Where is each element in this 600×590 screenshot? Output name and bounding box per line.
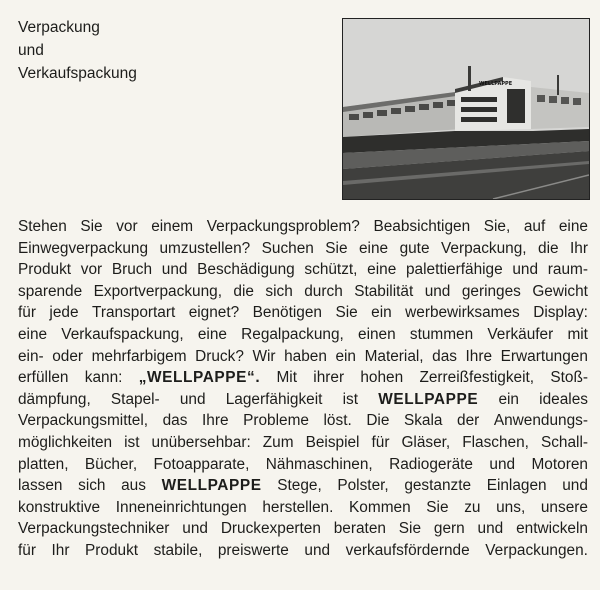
word: schützt, (304, 261, 358, 279)
word: Motoren (531, 455, 588, 473)
brand-word: „WELLPAPPE“. (138, 369, 261, 387)
word: das (432, 347, 457, 365)
word: platten, (18, 455, 69, 473)
word: Produkt (85, 541, 139, 559)
word: Die (366, 412, 390, 430)
word: für (18, 304, 36, 322)
word: Produkt (18, 261, 72, 279)
brand-word: WELLPAPPE (161, 477, 262, 495)
word: Verkaufspackung, (61, 325, 184, 343)
word: umzustellen? (159, 239, 251, 257)
word: und (489, 455, 516, 473)
word: ist (342, 390, 359, 408)
heading-line-2: und (18, 42, 44, 59)
word: dämpfung, (18, 390, 91, 408)
text-line (18, 475, 588, 497)
text-line (18, 324, 588, 346)
text-line (18, 367, 588, 389)
word: Fotoapparate, (153, 455, 250, 473)
word: Nähmaschinen, (265, 455, 373, 473)
word: durch (304, 282, 343, 300)
word: ideales (539, 390, 588, 408)
word: und (179, 390, 206, 408)
word: uns, (496, 498, 526, 516)
word: beraten (333, 520, 386, 538)
text-line (18, 518, 588, 540)
word: Beabsichtigen (373, 218, 471, 235)
word: werbewirksames (405, 304, 520, 322)
word: und (182, 520, 208, 538)
word: Sie, (483, 218, 511, 235)
word: Mit (276, 369, 298, 387)
word: Flaschen, (462, 433, 529, 451)
word: Sie (335, 304, 358, 322)
word: raum- (547, 261, 588, 279)
word: Inneneinrichtungen (115, 498, 247, 516)
word: Verpackungen. (485, 541, 588, 559)
word: Einlagen (486, 477, 547, 495)
word: sparende (18, 282, 83, 300)
word: Ihr (570, 239, 588, 257)
word: Druck? (195, 347, 244, 365)
word: aus (121, 477, 146, 495)
word: die (538, 239, 559, 257)
heading-line-3: Verkaufspackung (18, 65, 137, 82)
brand-word: WELLPAPPE (378, 390, 479, 408)
word: Verkäufer (487, 325, 554, 343)
word: lassen (18, 477, 63, 495)
word: Gewicht (532, 282, 588, 300)
word: haben (284, 347, 327, 365)
word: Beschädigung (197, 261, 295, 279)
word: verkaufsfördernde (345, 541, 470, 559)
word: und (424, 282, 451, 300)
word: eine (197, 325, 227, 343)
text-line (18, 454, 588, 476)
word: Stege, (277, 477, 322, 495)
word: gestanzte (404, 477, 472, 495)
word: Radiogeräte (389, 455, 473, 473)
word: gern (433, 520, 465, 538)
word: eine (367, 261, 397, 279)
word: stabile, (153, 541, 203, 559)
word: Gläser, (401, 433, 451, 451)
word: und (161, 261, 188, 279)
word: einem (151, 218, 194, 235)
word: Bücher, (84, 455, 138, 473)
word: Ihre (201, 412, 229, 430)
word: vor (116, 218, 138, 235)
text-line (18, 540, 588, 562)
word: Probleme (243, 412, 309, 430)
word: das (162, 412, 188, 430)
word: Erwartungen (500, 347, 588, 365)
text-line (18, 410, 588, 432)
word: ein (498, 390, 519, 408)
word: unübersehbar: (151, 433, 251, 451)
word: Lagerfähigkeit (225, 390, 323, 408)
word: die (233, 282, 254, 300)
word: eine (18, 325, 48, 343)
word: Exportverpackung, (93, 282, 222, 300)
word: Benötigen (252, 304, 322, 322)
word: ist (124, 433, 140, 451)
word: Suchen (261, 239, 314, 257)
word: Display: (533, 304, 588, 322)
word: Sie (426, 498, 449, 516)
word: ein (371, 304, 392, 322)
word: palettierfähige (405, 261, 503, 279)
word: ihrer (313, 369, 345, 387)
word: Regalpackung, (241, 325, 344, 343)
word: unsere (540, 498, 588, 516)
word: Einwegverpackung (18, 239, 149, 257)
word: für (371, 433, 390, 451)
word: Verpackung, (440, 239, 527, 257)
word: jede (49, 304, 79, 322)
word: auf (523, 218, 546, 235)
word: für (18, 541, 36, 559)
text-line (18, 346, 588, 368)
word: und (477, 520, 504, 538)
text-line (18, 259, 588, 281)
factory-photo (342, 18, 590, 200)
word: hohen (360, 369, 404, 387)
word: löst. (323, 412, 352, 430)
word: Zum (262, 433, 294, 451)
word: Verpackungsmittel, (18, 412, 149, 430)
heading (18, 16, 137, 85)
text-line (18, 302, 588, 324)
word: Schall- (540, 433, 588, 451)
word: sich (265, 282, 293, 300)
word: Kommen (349, 498, 411, 516)
word: Stapel- (110, 390, 160, 408)
word: vor (80, 261, 103, 279)
word: Sie (80, 218, 103, 235)
word: zu (464, 498, 481, 516)
word: ein- (18, 347, 44, 365)
body-paragraph (18, 216, 588, 562)
word: Stabilität (354, 282, 414, 300)
word: konstruktive (18, 498, 101, 516)
word: Transportart (91, 304, 176, 322)
word: möglichkeiten (18, 433, 113, 451)
word: Skala (403, 412, 443, 430)
word: Wir (252, 347, 276, 365)
word: Zerreißfestigkeit, (419, 369, 535, 387)
word: eignet? (188, 304, 240, 322)
word: und (512, 261, 539, 279)
factory-sign: WELLPAPPE (479, 81, 513, 87)
word: Verpackungstechniker (18, 520, 170, 538)
word: Material, (364, 347, 424, 365)
text-line (18, 238, 588, 260)
word: Sie (398, 520, 422, 538)
word: ein (335, 347, 356, 365)
word: entwickeln (516, 520, 588, 538)
word: und (304, 541, 331, 559)
word: gute (399, 239, 430, 257)
word: mehrfarbigem (91, 347, 187, 365)
word: und (562, 477, 588, 495)
word: Verpackungsproblem? (206, 218, 360, 235)
word: mit (567, 325, 588, 343)
word: oder (52, 347, 84, 365)
word: eine (359, 239, 389, 257)
text-line (18, 389, 588, 411)
word: Anwendungs- (493, 412, 588, 430)
word: stummen (409, 325, 474, 343)
word: kann: (84, 369, 123, 387)
word: geringes (461, 282, 521, 300)
word: Ihre (465, 347, 493, 365)
text-line (18, 432, 588, 454)
word: eine (558, 218, 588, 235)
word: einen (358, 325, 396, 343)
word: Stoß- (550, 369, 588, 387)
word: erfüllen (18, 369, 69, 387)
word: Stehen (18, 218, 67, 235)
word: Ihr (51, 541, 70, 559)
word: herstellen. (262, 498, 334, 516)
word: Polster, (337, 477, 389, 495)
word: Bruch (111, 261, 153, 279)
text-line (18, 281, 588, 303)
word: Sie (325, 239, 348, 257)
word: sich (78, 477, 106, 495)
word: preiswerte (217, 541, 289, 559)
word: Druckexperten (220, 520, 321, 538)
word: der (457, 412, 480, 430)
text-line (18, 497, 588, 519)
heading-line-1: Verpackung (18, 19, 100, 36)
word: Beispiel (305, 433, 360, 451)
text-line (18, 216, 588, 238)
